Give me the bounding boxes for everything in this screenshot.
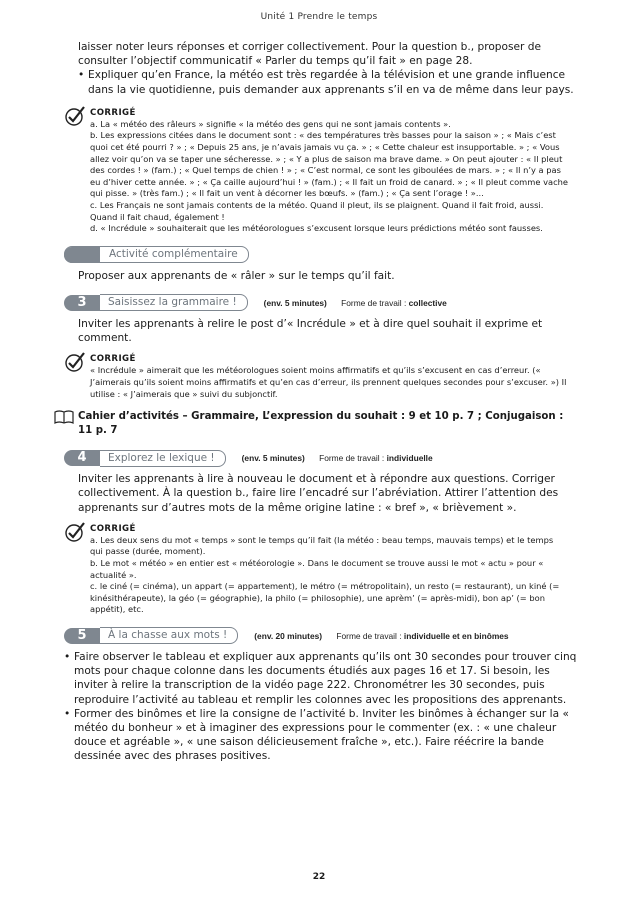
check-circle-icon [64, 105, 86, 127]
corrige-3-text: « Incrédule » aimerait que les météorologues soient moins affirmatifs et qu’ils s’excusent en cas d’erreur. (« J’aimerais qu’ils soient moins affirmatifs et qu’en cas d’erreur, ils prennent quelques secondes pour s’excuser. ») Il utilise : « J’aimerais que » suivi du subjonctif. [90, 365, 567, 399]
section-3-meta [264, 298, 447, 308]
corrige-block-4 [90, 523, 568, 616]
check-circle-icon [64, 351, 86, 373]
corrige-4-answer-c: c. le ciné (= cinéma), un appart (= appartement), le métro (= métropolitain), un resto (= restaurant), un kiné (= kinésithérapeute), la géo (= géographie), la philo (= philosophie), une aprèm’ (= après-midi), bon ap’ (= bon appétit), etc. [90, 581, 560, 615]
activite-complementaire-bar [64, 247, 574, 263]
corrige-4-answer-b: b. Le mot « météo » en entier est « météorologie ». Dans le document se trouve aussi le mot « actu » pour « actualité ». [90, 557, 544, 580]
open-book-icon [54, 410, 74, 424]
intro-bullet: • Expliquer qu’en France, la météo est très regardée à la télévision et une grande influence dans la vie quotidienne, puis demander aux apprenants s’il en va de même dans leur pays. [78, 68, 580, 96]
section-5-bullet-1: • Faire observer le tableau et expliquer aux apprenants qu’ils ont 30 secondes pour trouver cinq mots pour chaque colonne dans les documents étudiés aux pages 16 et 17. Si besoin, les inviter à relire la transcription de la vidéo page 222. Chronométrer les 30 secondes, puis reproduire l’activité au tableau et remplir les colonnes avec les propositions des apprenants. [64, 650, 580, 707]
section-4-forme: individuelle [386, 453, 433, 464]
activite-complementaire-text: Proposer aux apprenants de « râler » sur le temps qu’il fait. [78, 269, 395, 282]
cahier-text: Cahier d’activités – Grammaire, L’expression du souhait : 9 et 10 p. 7 ; Conjugaison : 11 p. 7 [78, 411, 564, 437]
section-3-text: Inviter les apprenants à relire le post d’« Incrédule » et à dire quel souhait il exprime et comment. [78, 317, 543, 345]
section-4-text: Inviter les apprenants à lire à nouveau le document et à répondre aux questions. Corriger collectivement. À la question b., faire lire l’encadré sur l’abréviation. Attirer l’attention des apprenants sur d’autres mots de la même origine latine : « bref », « brièvement ». [78, 473, 559, 514]
corrige-answer-b: b. Les expressions citées dans le document sont : « des températures très basses pour la saison » ; « Mais c’est quoi cet été pourri ? » ; « Depuis 25 ans, je n’avais jamais vu ça. » ; « Cette chaleur est insupportable. » ; « Vous allez voir qu’on va se taper une sécheresse. » ; « Y a plus de saison ma brave dame. » On peut ajouter : « Il pleut des cordes ! » (fam.) ; « Quel temps de chien ! » ; « C’est normal, ce sont les giboulées de mars. » ; « Il n’y a pas eu d’hiver cette année. » ; « Ça caille aujourd’hui ! » (fam.) ; « Il fait un froid de canard. » ; « Il pleut comme vache qui pisse. » (très fam.) ; « Il fait un vent à décorner les bœufs. » (fam.) ; « Ça sent l’orage ! »... [90, 130, 568, 199]
cahier-activites-reference [54, 410, 574, 438]
corrige-block-3 [90, 353, 568, 400]
section-5-duration: (env. 20 minutes) [254, 630, 323, 641]
section-4-bar [64, 450, 574, 466]
corrige-title: CORRIGÉ [90, 354, 136, 365]
section-3-duration: (env. 5 minutes) [263, 297, 327, 308]
section-4-forme-label: Forme de travail : [319, 453, 385, 464]
section-3-forme-label: Forme de travail : [341, 297, 407, 308]
section-5-meta [254, 631, 508, 641]
section-4-number: 4 [64, 450, 100, 466]
check-circle-icon [64, 521, 86, 543]
section-5-bar [64, 628, 574, 644]
section-3-bar [64, 295, 574, 311]
section-5-forme-label: Forme de travail : [336, 630, 402, 641]
section-5-bullet-2: • Former des binômes et lire la consigne de l’activité b. Inviter les binômes à échanger sur la « météo du bonheur » et à imaginer des expressions pour le commenter (ex. : « une chaleur douce et agréable », « une saison délicieusement fraîche », etc.). Faire réécrire la bande dessinée avec des phrases positives. [64, 707, 580, 764]
corrige-title: CORRIGÉ [90, 523, 136, 534]
section-4-duration: (env. 5 minutes) [241, 453, 305, 464]
corrige-answer-a: a. La « météo des râleurs » signifie « la météo des gens qui ne sont jamais contents ». [90, 118, 451, 129]
corrige-4-answer-a: a. Les deux sens du mot « temps » sont le temps qu’il fait (la météo : beau temps, mauvais temps) et le temps qui passe (durée, moment). [90, 534, 554, 557]
corrige-answer-d: d. « Incrédule » souhaiterait que les météorologues s’excusent lorsque leurs prédictions météo sont fausses. [90, 223, 543, 234]
section-3-number: 3 [64, 295, 100, 311]
section-3-title: Saisissez la grammaire ! [100, 294, 248, 311]
corrige-title: CORRIGÉ [90, 107, 136, 118]
section-4-title: Explorez le lexique ! [100, 450, 226, 467]
page-number: 22 [312, 872, 326, 882]
section-5-forme: individuelle et en binômes [403, 630, 509, 641]
corrige-answer-c: c. Les Français ne sont jamais contents de la météo. Quand il pleut, ils se plaignent. Quand il fait froid, aussi. Quand il fait chaud, également ! [90, 199, 544, 222]
section-4-meta [242, 453, 433, 463]
section-5-number: 5 [64, 628, 100, 644]
running-header: Unité 1 Prendre le temps [260, 12, 378, 22]
activite-complementaire-title: Activité complémentaire [64, 246, 249, 263]
intro-paragraph: laisser noter leurs réponses et corriger collectivement. Pour la question b., proposer de consulter l’objectif communicatif « Parler du temps qu’il fait » en page 28. [78, 41, 542, 68]
section-5-title: À la chasse aux mots ! [100, 627, 238, 644]
section-3-forme: collective [408, 297, 447, 308]
page-content [54, 40, 577, 764]
corrige-block-1 [90, 107, 568, 235]
